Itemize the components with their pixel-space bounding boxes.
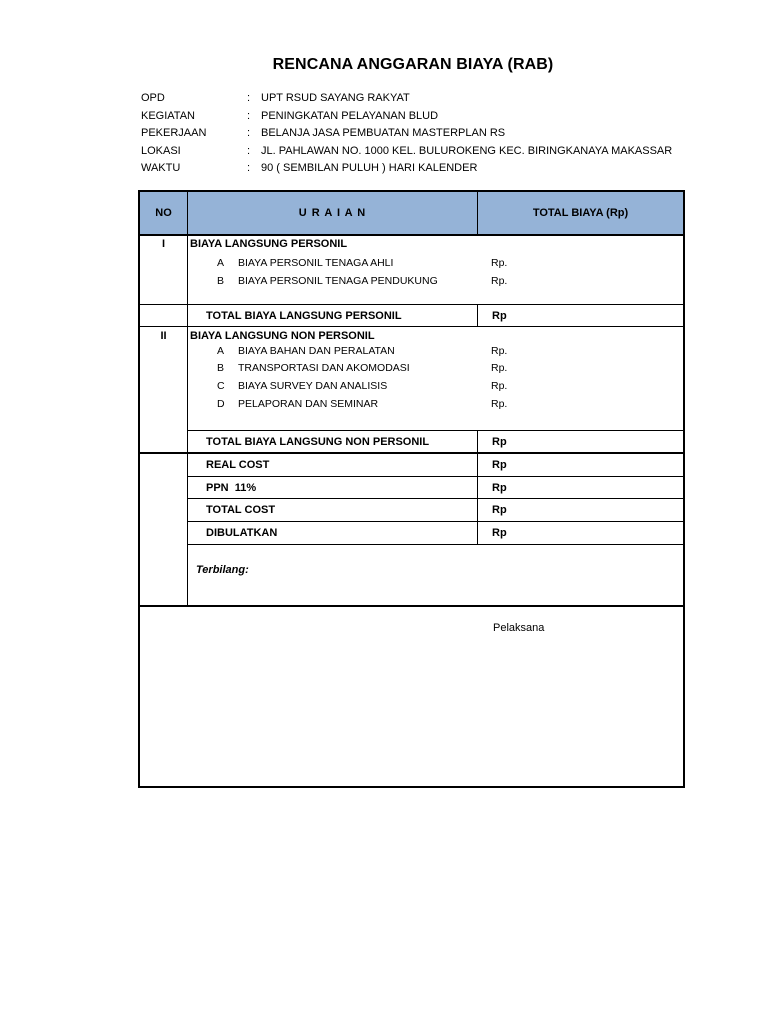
summary-label-dibulatkan: DIBULATKAN — [206, 527, 278, 539]
row-line — [187, 430, 683, 431]
row-line — [187, 544, 683, 545]
item-rp: Rp. — [491, 362, 508, 374]
header-divider — [140, 234, 683, 236]
summary-rp: Rp — [492, 459, 507, 471]
item-letter: A — [217, 257, 225, 269]
item-rp: Rp. — [491, 257, 508, 269]
item-rp: Rp. — [491, 380, 508, 392]
summary-label-total-cost: TOTAL COST — [206, 504, 276, 516]
item-label: PELAPORAN DAN SEMINAR — [238, 398, 379, 410]
row-line — [140, 452, 683, 454]
subtotal-label: TOTAL BIAYA LANGSUNG PERSONIL — [206, 310, 402, 322]
info-key: PEKERJAAN — [141, 127, 207, 139]
subtotal-label: TOTAL BIAYA LANGSUNG NON PERSONIL — [206, 436, 430, 448]
info-value: UPT RSUD SAYANG RAKYAT — [261, 92, 410, 104]
summary-label-ppn: PPN 11% — [206, 482, 257, 494]
subtotal-rp: Rp — [492, 310, 507, 322]
item-label: BIAYA SURVEY DAN ANALISIS — [238, 380, 388, 392]
header-uraian: U R A I A N — [298, 207, 367, 219]
info-key: WAKTU — [141, 162, 181, 174]
row-line — [187, 498, 683, 499]
info-key: KEGIATAN — [141, 110, 195, 122]
summary-rp: Rp — [492, 504, 507, 516]
item-letter: D — [217, 398, 225, 410]
section-title: BIAYA LANGSUNG NON PERSONIL — [190, 330, 375, 342]
header-no: NO — [155, 207, 172, 219]
info-key: OPD — [141, 92, 165, 104]
item-label: BIAYA PERSONIL TENAGA AHLI — [238, 257, 394, 269]
section-no: I — [161, 238, 166, 250]
item-label: TRANSPORTASI DAN AKOMODASI — [238, 362, 410, 374]
info-sep: : — [247, 127, 251, 139]
item-letter: B — [217, 362, 225, 374]
item-rp: Rp. — [491, 275, 508, 287]
info-value: JL. PAHLAWAN NO. 1000 KEL. BULUROKENG KEC. BIRINGKANAYA MAKASSAR — [261, 145, 673, 157]
row-line — [140, 304, 683, 305]
row-line — [187, 521, 683, 522]
item-letter: A — [217, 345, 225, 357]
item-label: BIAYA PERSONIL TENAGA PENDUKUNG — [238, 275, 438, 287]
section-title: BIAYA LANGSUNG PERSONIL — [190, 238, 348, 250]
col-divider-total — [477, 430, 478, 545]
summary-label-real-cost: REAL COST — [206, 459, 270, 471]
info-sep: : — [247, 162, 251, 174]
row-line — [140, 605, 683, 607]
item-rp: Rp. — [491, 398, 508, 410]
col-divider-total — [477, 304, 478, 326]
info-sep: : — [247, 145, 251, 157]
info-value: 90 ( SEMBILAN PULUH ) HARI KALENDER — [261, 162, 478, 174]
info-sep: : — [247, 92, 251, 104]
info-sep: : — [247, 110, 251, 122]
terbilang-label: Terbilang: — [196, 564, 249, 576]
info-value: BELANJA JASA PEMBUATAN MASTERPLAN RS — [261, 127, 506, 139]
row-line — [187, 476, 683, 477]
item-label: BIAYA BAHAN DAN PERALATAN — [238, 345, 395, 357]
item-letter: B — [217, 275, 225, 287]
summary-rp: Rp — [492, 482, 507, 494]
signature-role: Pelaksana — [493, 622, 545, 634]
item-rp: Rp. — [491, 345, 508, 357]
header-total: TOTAL BIAYA (Rp) — [532, 207, 629, 219]
info-key: LOKASI — [141, 145, 181, 157]
section-no: II — [160, 330, 167, 342]
summary-rp: Rp — [492, 527, 507, 539]
row-line — [140, 326, 683, 327]
subtotal-rp: Rp — [492, 436, 507, 448]
page-title: RENCANA ANGGARAN BIAYA (RAB) — [272, 56, 554, 73]
item-letter: C — [217, 380, 225, 392]
info-value: PENINGKATAN PELAYANAN BLUD — [261, 110, 439, 122]
